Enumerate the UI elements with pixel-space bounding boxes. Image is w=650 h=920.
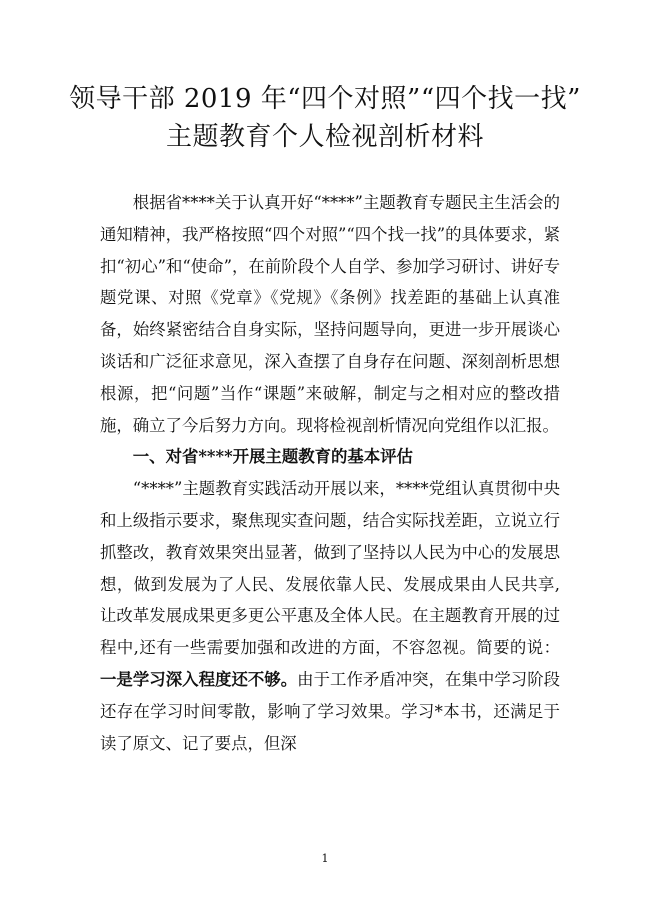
title-line-2: 主题教育个人检视剖析材料 — [165, 122, 484, 152]
evaluation-text-part-2: 由于工作矛盾冲突，在集中学习阶段还存在学习时间零散，影响了学习效果。学习*本书，还满足于读了原文、记了要点，但深 — [100, 669, 561, 753]
document-title — [0, 80, 650, 156]
evaluation-text-part-1: “****”主题教育实践活动开展以来，****党组认真贯彻中央和上级指示要求，聚焦现实查问题，结合实际找差距，立说立行抓整改，教育效果突出显著，做到了坚持以人民为中心的发展思想，做到发展为了人民、发展依靠人民、发展成果由人民共享,让改革发展成果更多更公平惠及全体人民。在主题教育开展的过程中,还有一些需要加强和改进的方面，不容忽视。简要的说： — [100, 479, 560, 658]
evaluation-paragraph — [100, 473, 560, 759]
evaluation-bold-point: 一是学习深入程度还不够。 — [100, 669, 298, 689]
page-number: 1 — [321, 852, 329, 865]
intro-paragraph: 根据省****关于认真开好“****”主题教育专题民主生活会的通知精神，我严格按照“四个对照”“四个找一找”的具体要求，紧扣“初心”和“使命”，在前阶段个人自学、参加学习研讨、讲好专题党课、对照《党章》《党规》《条例》找差距的基础上认真准备，始终紧密结合自身实际，坚持问题导向，更进一步开展谈心谈话和广泛征求意见，深入查摆了自身存在问题、深刻剖析思想根源，把“问题”当作“课题”来破解，制定与之相对应的整改措施，确立了今后努力方向。现将检视剖析情况向党组作以汇报。 — [100, 193, 560, 435]
document-body — [100, 187, 560, 759]
title-line-1: 领导干部 2019 年“四个对照”“四个找一找” — [69, 84, 581, 114]
section-heading-1: 一、对省****开展主题教育的基本评估 — [132, 447, 413, 467]
